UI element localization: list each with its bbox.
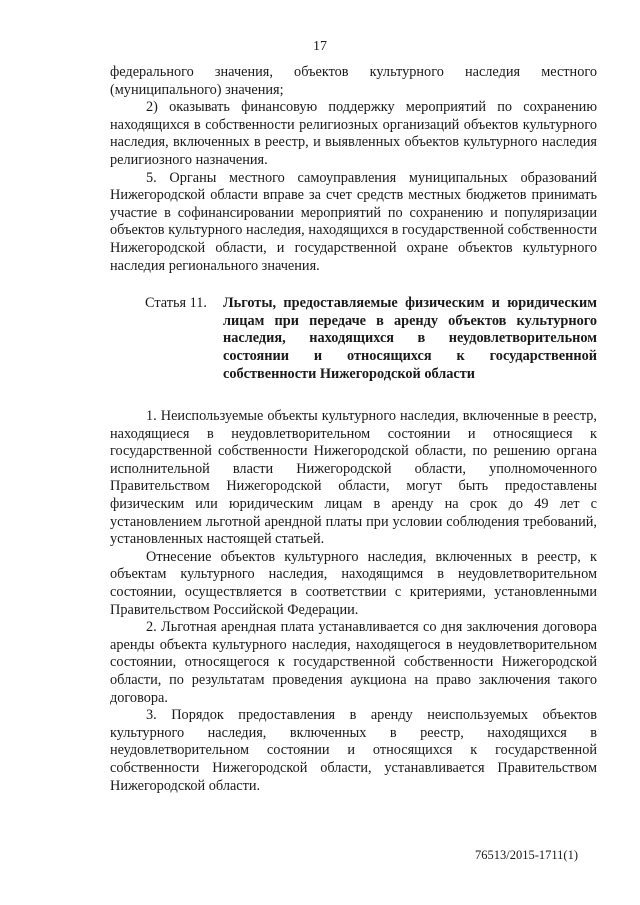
paragraph-item-5: 5. Органы местного самоуправления муниципальных образований Нижегородской области вправе за счет средств местных бюджетов принимать участие в софинансировании мероприятий по сохранению и популяризации объектов культурного наследия, находящихся в государственной собственности Нижегородской области, и государственной охране объектов культурного наследия регионального значения. (110, 169, 597, 274)
paragraph-clause-2: 2. Льготная арендная плата устанавливается со дня заключения договора аренды объекта культурного наследия, находящегося в неудовлетворительном состоянии, относящегося к государственной собственности Нижегородской области, по результатам проведения аукциона на право заключения такого договора. (110, 619, 597, 706)
article-heading (110, 295, 597, 383)
article-label: Статья 11. (145, 295, 208, 312)
article-title: Льготы, предоставляемые физическим и юридическим лицам при передаче в аренду объектов культурного наследия, находящихся в неудовлетворительном состоянии и относящихся к государственной собственности Нижегородской области (223, 295, 597, 382)
paragraph-continuation: федерального значения, объектов культурного наследия местного (муниципального) значения; (110, 64, 597, 98)
paragraph-clause-1: 1. Неиспользуемые объекты культурного наследия, включенные в реестр, находящиеся в неудовлетворительном состоянии и относящиеся к государственной собственности Нижегородской области, по решению органа исполнительной власти Нижегородской области, уполномоченного Правительством Нижегородской области, могут быть предоставлены физическим или юридическим лицам в аренду на срок до 49 лет с установлением льготной арендной платы при условии соблюдения требований, установленных настоящей статьей. (110, 408, 597, 548)
paragraph-clause-3: 3. Порядок предоставления в аренду неиспользуемых объектов культурного наследия, включенных в реестр, находящихся в неудовлетворительном состоянии и относящихся к государственной собственности Нижегородской области, устанавливается Правительством Нижегородской области. (110, 707, 597, 794)
page-number: 17 (313, 39, 327, 54)
paragraph-item-2: 2) оказывать финансовую поддержку мероприятий по сохранению находящихся в собственности религиозных организаций объектов культурного наследия, включенных в реестр, и выявленных объектов культурного наследия религиозного назначения. (110, 99, 597, 168)
document-body (110, 64, 597, 795)
document-code: 76513/2015-1711(1) (475, 848, 578, 862)
paragraph-clause-1-cont: Отнесение объектов культурного наследия, включенных в реестр, к объектам культурного наследия, находящимся в неудовлетворительном состоянии, осуществляется в соответствии с критериями, установленными Правительством Российской Федерации. (110, 548, 597, 618)
